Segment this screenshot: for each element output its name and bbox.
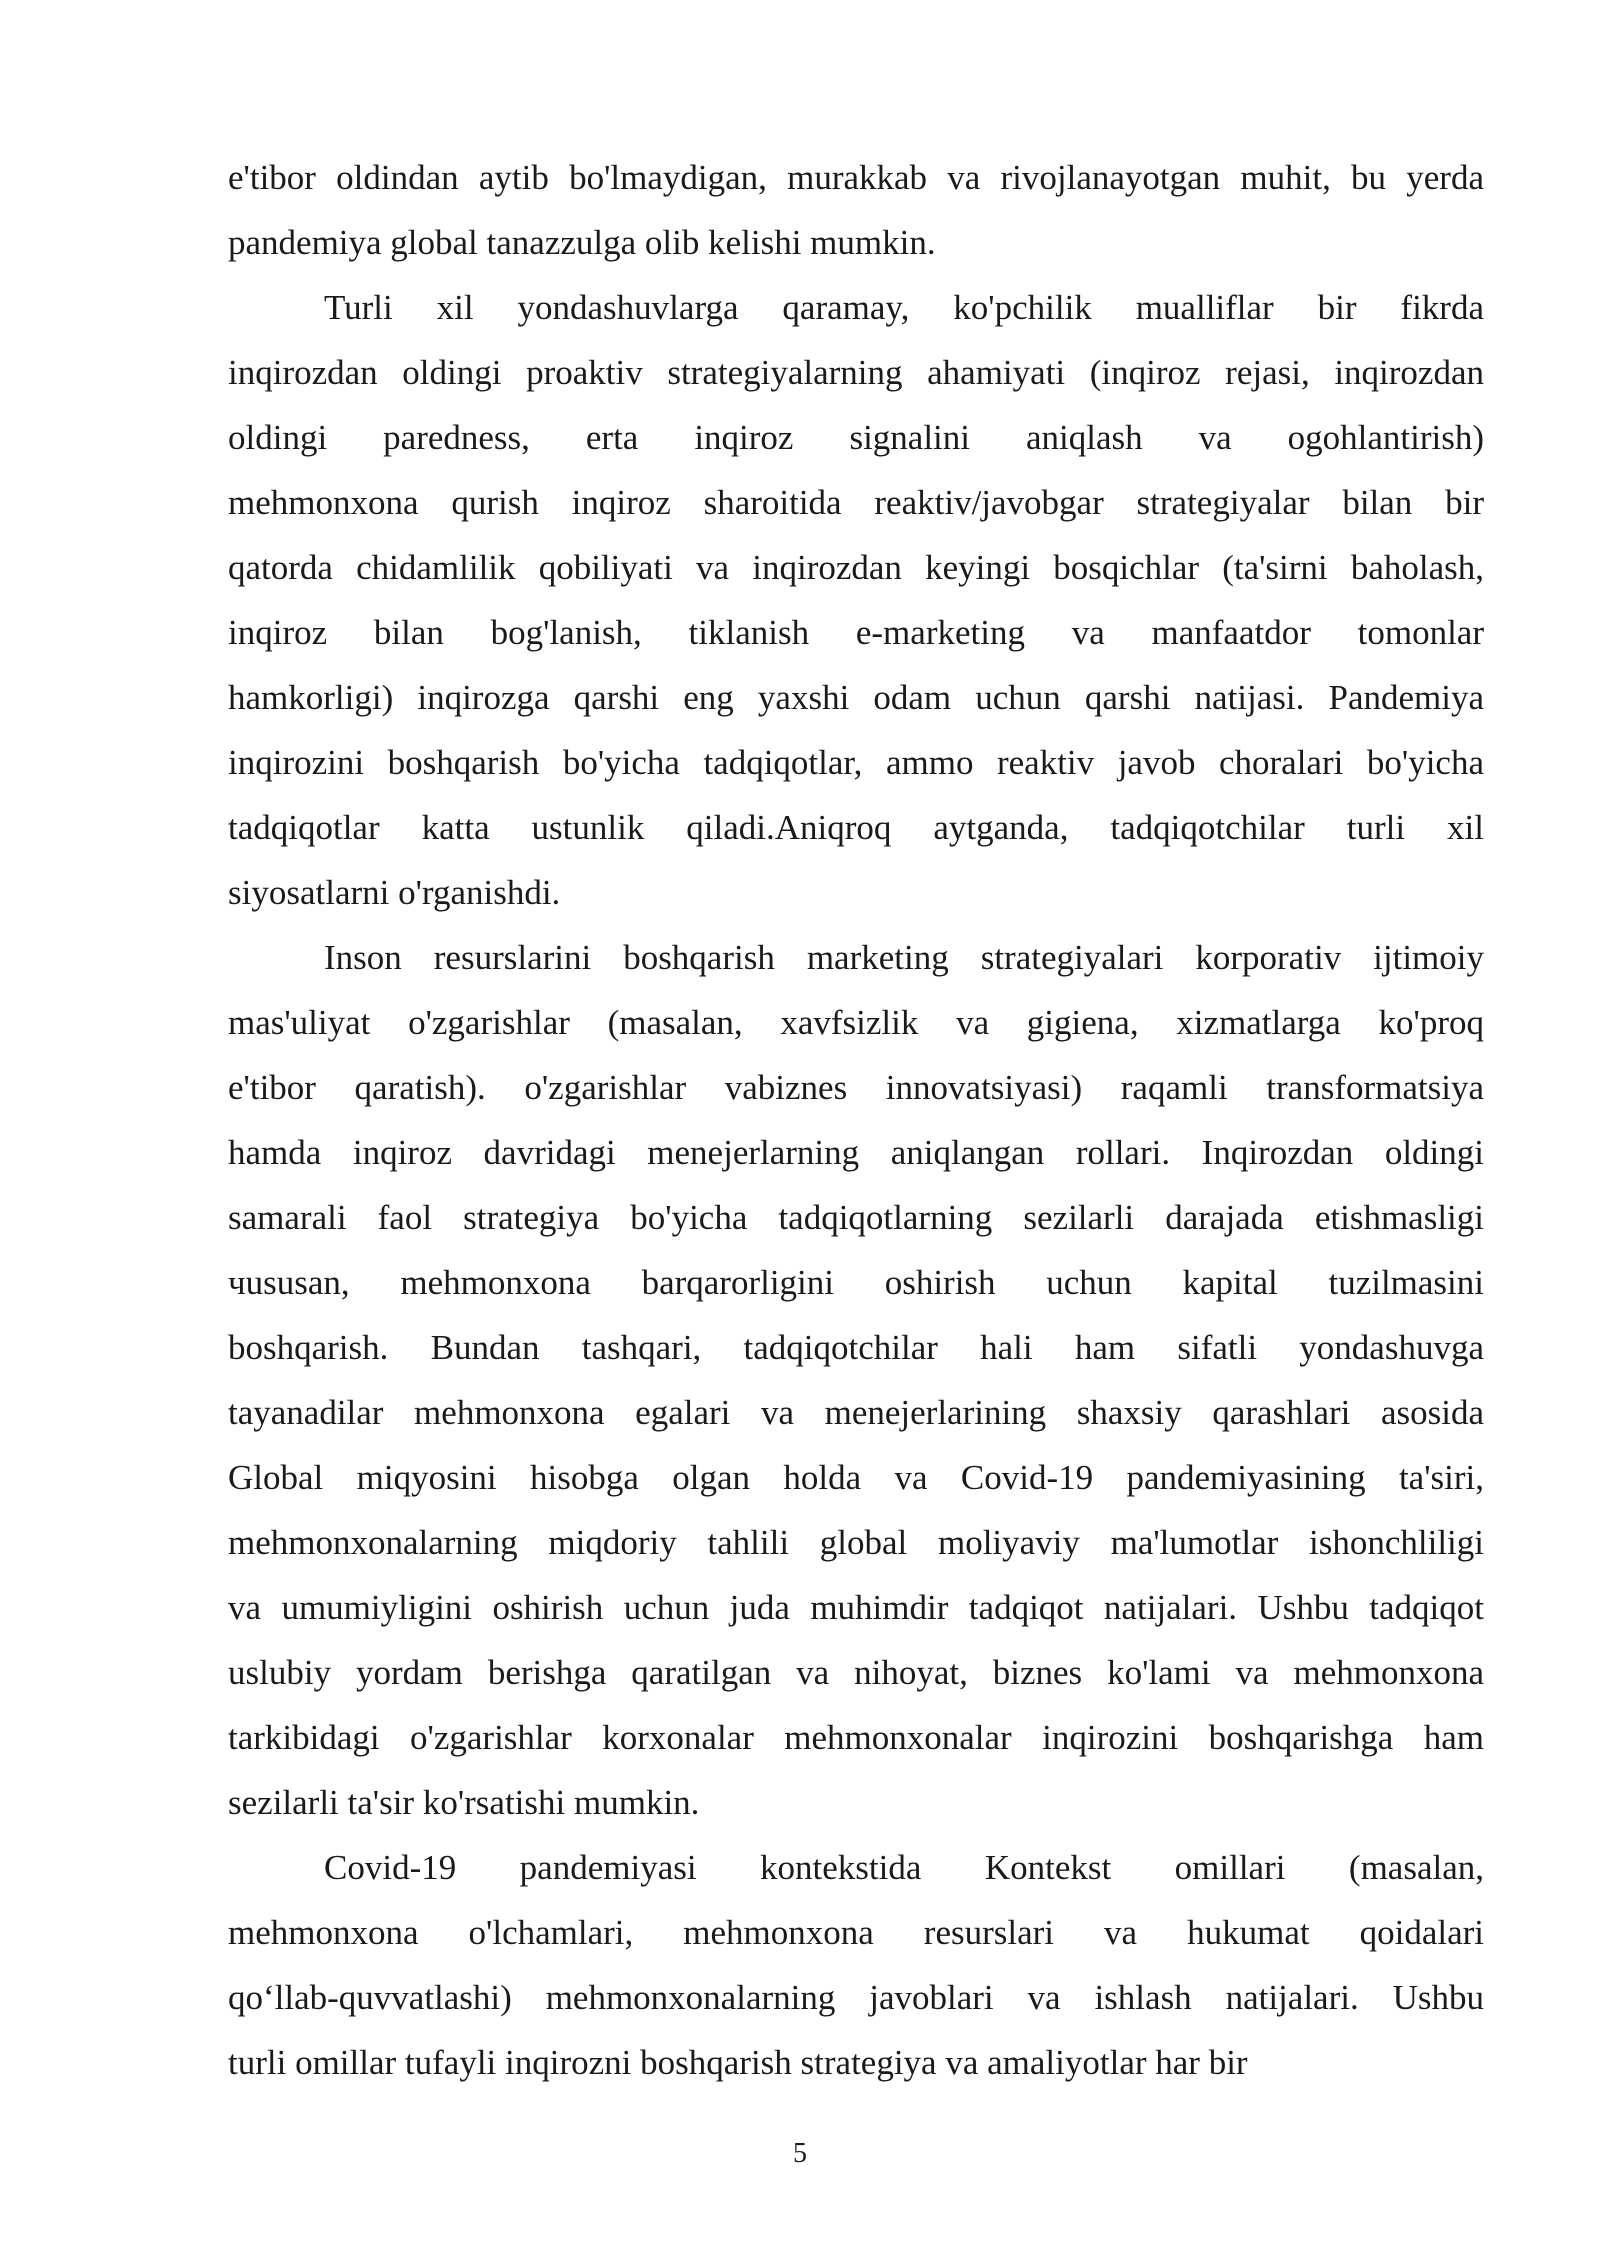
text-line: Covid-19 pandemiyasi kontekstida Kontekst omillari (masalan,: [324, 1848, 1484, 1887]
page-number: 5: [793, 2138, 807, 2169]
text-line-row: [228, 925, 1484, 990]
text-line: qatorda chidamlilik qobiliyati va inqirozdan keyingi bosqichlar (ta'sirni baholash,: [228, 548, 1484, 587]
text-line: tarkibidagi o'zgarishlar korxonalar mehmonxonalar inqirozini boshqarishga ham: [228, 1718, 1484, 1757]
text-line: mehmonxona o'lchamlari, mehmonxona resurslari va hukumat qoidalari: [228, 1913, 1484, 1952]
text-line: Global miqyosini hisobga olgan holda va Covid-19 pandemiyasining ta'siri,: [228, 1458, 1484, 1497]
text-line-row: [228, 405, 1484, 470]
text-line: tadqiqotlar katta ustunlik qiladi.Aniqroq aytganda, tadqiqotchilar turli xil: [228, 808, 1484, 847]
body-text: [228, 145, 1484, 2095]
text-line-row: [228, 535, 1484, 600]
text-line-row: [228, 2030, 1484, 2095]
text-line-row: [228, 470, 1484, 535]
text-line: oldingi paredness, erta inqiroz signalini aniqlash va ogohlantirish): [228, 418, 1484, 457]
text-line: mehmonxonalarning miqdoriy tahlili global moliyaviy ma'lumotlar ishonchliligi: [228, 1523, 1484, 1562]
text-line: Turli xil yondashuvlarga qaramay, ko'pchilik mualliflar bir fikrda: [324, 288, 1484, 327]
paragraph-3: [228, 925, 1484, 1835]
text-line-row: [228, 340, 1484, 405]
paragraph-4: [228, 1835, 1484, 2095]
text-line-row: [228, 1380, 1484, 1445]
text-line: turli omillar tufayli inqirozni boshqarish strategiya va amaliyotlar har bir: [228, 2043, 1248, 2082]
text-line: qo‘llab-quvvatlashi) mehmonxonalarning javoblari va ishlash natijalari. Ushbu: [228, 1978, 1484, 2017]
text-line-row: [228, 795, 1484, 860]
text-line: samarali faol strategiya bo'yicha tadqiqotlarning sezilarli darajada etishmasligi: [228, 1198, 1484, 1237]
text-line-row: [228, 275, 1484, 340]
text-line-row: [228, 1510, 1484, 1575]
text-line-row: [228, 600, 1484, 665]
text-line: siyosatlarni o'rganishdi.: [228, 873, 561, 912]
text-line: sezilarli ta'sir ko'rsatishi mumkin.: [228, 1783, 700, 1822]
text-line-row: [228, 1055, 1484, 1120]
text-line-row: [228, 1640, 1484, 1705]
text-line-row: [228, 1575, 1484, 1640]
text-line-row: [228, 1770, 1484, 1835]
text-line: e'tibor qaratish). o'zgarishlar vabiznes innovatsiyasi) raqamli transformatsiya: [228, 1068, 1484, 1107]
paragraph-2: [228, 275, 1484, 925]
text-line-row: [228, 860, 1484, 925]
text-line: hamda inqiroz davridagi menejerlarning aniqlangan rollari. Inqirozdan oldingi: [228, 1133, 1484, 1172]
text-line: inqirozdan oldingi proaktiv strategiyalarning ahamiyati (inqiroz rejasi, inqirozdan: [228, 353, 1484, 392]
text-line: чususan, mehmonxona barqarorligini oshirish uchun kapital tuzilmasini: [228, 1263, 1484, 1302]
text-line: va umumiyligini oshirish uchun juda muhimdir tadqiqot natijalari. Ushbu tadqiqot: [228, 1588, 1484, 1627]
text-line: Inson resurslarini boshqarish marketing strategiyalari korporativ ijtimoiy: [324, 938, 1484, 977]
text-line-row: [228, 730, 1484, 795]
text-line-row: [228, 990, 1484, 1055]
text-line: tayanadilar mehmonxona egalari va menejerlarining shaxsiy qarashlari asosida: [228, 1393, 1484, 1432]
text-line-row: [228, 1705, 1484, 1770]
text-line: inqiroz bilan bog'lanish, tiklanish e-marketing va manfaatdor tomonlar: [228, 613, 1484, 652]
text-line: e'tibor oldindan aytib bo'lmaydigan, murakkab va rivojlanayotgan muhit, bu yerda: [228, 158, 1484, 197]
paragraph-1: [228, 145, 1484, 275]
text-line: inqirozini boshqarish bo'yicha tadqiqotlar, ammo reaktiv javob choralari bo'yicha: [228, 743, 1484, 782]
text-line-row: [228, 210, 1484, 275]
text-line-row: [228, 1835, 1484, 1900]
text-line: uslubiy yordam berishga qaratilgan va nihoyat, biznes ko'lami va mehmonxona: [228, 1653, 1484, 1692]
text-line-row: [228, 1315, 1484, 1380]
text-line: boshqarish. Bundan tashqari, tadqiqotchilar hali ham sifatli yondashuvga: [228, 1328, 1484, 1367]
text-line-row: [228, 1250, 1484, 1315]
text-line-row: [228, 1900, 1484, 1965]
text-line-row: [228, 1445, 1484, 1510]
text-line-row: [228, 665, 1484, 730]
text-line: hamkorligi) inqirozga qarshi eng yaxshi odam uchun qarshi natijasi. Pandemiya: [228, 678, 1484, 717]
text-line-row: [228, 1965, 1484, 2030]
text-line-row: [228, 1120, 1484, 1185]
text-line-row: [228, 145, 1484, 210]
text-line-row: [228, 1185, 1484, 1250]
text-line: mas'uliyat o'zgarishlar (masalan, xavfsizlik va gigiena, xizmatlarga ko'proq: [228, 1003, 1484, 1042]
text-line: pandemiya global tanazzulga olib kelishi mumkin.: [228, 223, 936, 262]
text-line: mehmonxona qurish inqiroz sharoitida reaktiv/javobgar strategiyalar bilan bir: [228, 483, 1484, 522]
